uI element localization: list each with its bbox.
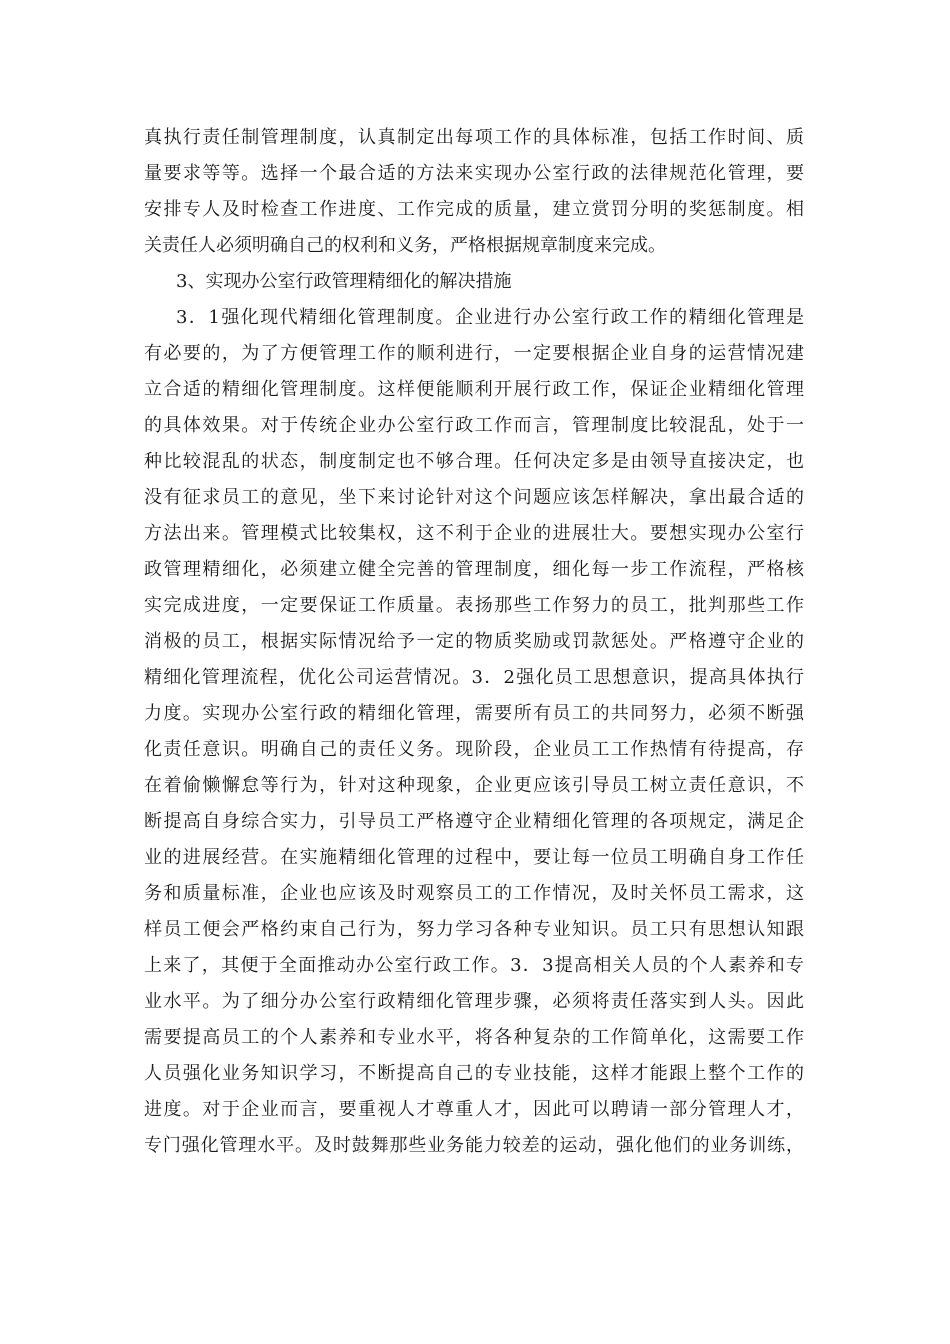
text-line-17: 力度。实现办公室行政的精细化管理，需要所有员工的共同努力，必须不断强 xyxy=(144,703,804,724)
text-line-28: 进度。对于企业而言，要重视人才尊重人才，因此可以聘请一部分管理人才， xyxy=(144,1099,804,1120)
section-heading: 3、实现办公室行政管理精细化的解决措施 xyxy=(176,271,512,292)
text-line-27: 人员强化业务知识学习，不断提高自己的专业技能，这样才能跟上整个工作的 xyxy=(144,1063,804,1084)
text-line-8: 立合适的精细化管理制度。这样便能顺利开展行政工作，保证企业精细化管理 xyxy=(144,379,804,400)
text-line-14: 实完成进度，一定要保证工作质量。表扬那些工作努力的员工，批判那些工作 xyxy=(144,595,804,616)
text-line-4: 关责任人必须明确自己的权利和义务，严格根据规章制度来完成。 xyxy=(144,235,666,256)
text-line-22: 务和质量标准，企业也应该及时观察员工的工作情况，及时关怀员工需求，这 xyxy=(144,883,804,904)
text-line-11: 没有征求员工的意见，坐下来讨论针对这个问题应该怎样解决，拿出最合适的 xyxy=(144,487,804,508)
text-line-19: 在着偷懒懈怠等行为，针对这种现象，企业更应该引导员工树立责任意识，不 xyxy=(144,775,804,796)
text-line-7: 有必要的，为了方便管理工作的顺利进行，一定要根据企业自身的运营情况建 xyxy=(144,343,804,364)
text-line-1: 真执行责任制管理制度，认真制定出每项工作的具体标准，包括工作时间、质 xyxy=(144,127,804,148)
text-line-26: 需要提高员工的个人素养和专业水平，将各种复杂的工作简单化，这需要工作 xyxy=(144,1027,804,1048)
text-line-3: 安排专人及时检查工作进度、工作完成的质量，建立赏罚分明的奖惩制度。相 xyxy=(144,199,804,220)
text-line-13: 政管理精细化，必须建立健全完善的管理制度，细化每一步工作流程，严格核 xyxy=(144,559,804,580)
text-line-12: 方法出来。管理模式比较集权，这不利于企业的进展壮大。要想实现办公室行 xyxy=(144,523,804,544)
text-line-29: 专门强化管理水平。及时鼓舞那些业务能力较差的运动，强化他们的业务训练， xyxy=(144,1135,804,1156)
text-line-23: 样员工便会严格约束自己行为，努力学习各种专业知识。员工只有思想认知跟 xyxy=(144,919,804,940)
text-line-24: 上来了，其便于全面推动办公室行政工作。3．3提高相关人员的个人素养和专 xyxy=(144,955,804,976)
document-page xyxy=(144,120,804,1164)
text-line-15: 消极的员工，根据实际情况给予一定的物质奖励或罚款惩处。严格遵守企业的 xyxy=(144,631,804,652)
text-line-16: 精细化管理流程，优化公司运营情况。3．2强化员工思想意识，提高具体执行 xyxy=(144,667,804,688)
text-line-10: 种比较混乱的状态，制度制定也不够合理。任何决定多是由领导直接决定，也 xyxy=(144,451,804,472)
text-line-25: 业水平。为了细分办公室行政精细化管理步骤，必须将责任落实到人头。因此 xyxy=(144,991,804,1012)
text-line-21: 业的进展经营。在实施精细化管理的过程中，要让每一位员工明确自身工作任 xyxy=(144,847,804,868)
text-line-20: 断提高自身综合实力，引导员工严格遵守企业精细化管理的各项规定，满足企 xyxy=(144,811,804,832)
text-line-9: 的具体效果。对于传统企业办公室行政工作而言，管理制度比较混乱，处于一 xyxy=(144,415,804,436)
text-line-2: 量要求等等。选择一个最合适的方法来实现办公室行政的法律规范化管理，要 xyxy=(144,163,804,184)
text-line-6: 3．1强化现代精细化管理制度。企业进行办公室行政工作的精细化管理是 xyxy=(176,307,804,328)
text-line-18: 化责任意识。明确自己的责任义务。现阶段，企业员工工作热情有待提高，存 xyxy=(144,739,804,760)
